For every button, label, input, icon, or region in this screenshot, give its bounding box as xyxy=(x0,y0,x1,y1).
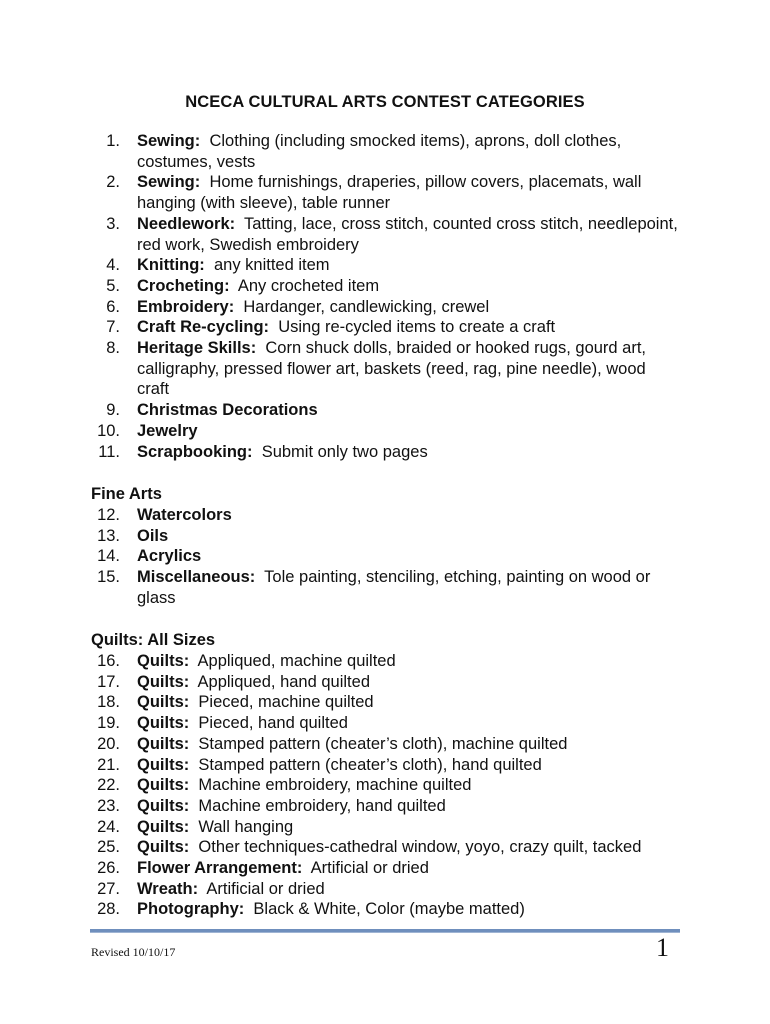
item-category: Acrylics xyxy=(137,547,202,566)
item-description: Appliqued, machine quilted xyxy=(197,652,396,670)
list-item xyxy=(0,879,770,900)
item-description: Wall hanging xyxy=(198,817,294,836)
item-category: Flower Arrangement: xyxy=(137,859,303,878)
item-category: Miscellaneous: xyxy=(137,568,256,587)
item-number: 2. xyxy=(106,173,120,192)
item-number: 12. xyxy=(97,506,120,524)
item-category: Crocheting: xyxy=(137,276,230,295)
item-text xyxy=(137,837,682,858)
item-description: Any crocheted item xyxy=(237,276,380,295)
list-item xyxy=(0,317,770,338)
item-number: 7. xyxy=(106,318,120,337)
item-text xyxy=(137,567,682,608)
item-number: 13. xyxy=(97,526,120,545)
item-number: 22. xyxy=(97,776,120,795)
item-text xyxy=(137,713,682,734)
list-item xyxy=(0,297,770,318)
list-item xyxy=(0,672,770,693)
item-description: Artificial or dried xyxy=(310,859,429,878)
item-description: Stamped pattern (cheater’s cloth), hand quilted xyxy=(198,755,542,774)
item-number: 10. xyxy=(97,421,120,440)
item-text xyxy=(137,400,682,421)
list-item xyxy=(0,755,770,776)
item-category: Needlework: xyxy=(137,214,236,233)
list-item xyxy=(0,899,770,920)
list-item xyxy=(0,817,770,838)
item-category: Sewing: xyxy=(137,132,201,150)
item-description: Home furnishings, draperies, pillow covers, placemats, wall hanging (with sleeve), table runner xyxy=(137,173,642,213)
item-number: 6. xyxy=(106,297,120,316)
page-title: NCECA CULTURAL ARTS CONTEST CATEGORIES xyxy=(185,93,585,111)
item-number: 11. xyxy=(98,442,120,461)
list-item xyxy=(0,255,770,276)
item-category: Watercolors xyxy=(137,506,232,524)
item-number: 15. xyxy=(97,568,120,587)
item-description: Appliqued, hand quilted xyxy=(197,672,370,691)
item-category: Photography: xyxy=(137,900,245,919)
category-list xyxy=(0,505,770,609)
item-number: 25. xyxy=(97,838,120,857)
section-heading-quilts: Quilts: All Sizes xyxy=(91,631,216,649)
footer-divider xyxy=(90,929,680,933)
item-category: Quilts: xyxy=(137,652,190,670)
item-number: 24. xyxy=(97,817,120,836)
list-item xyxy=(0,526,770,547)
item-number: 16. xyxy=(97,652,120,670)
item-text xyxy=(137,755,682,776)
item-text xyxy=(137,734,682,755)
item-category: Quilts: xyxy=(137,672,190,691)
item-category: Quilts: xyxy=(137,817,190,836)
list-item xyxy=(0,775,770,796)
item-category: Sewing: xyxy=(137,173,201,192)
item-description: Tatting, lace, cross stitch, counted cross stitch, needlepoint, red work, Swedish embroidery xyxy=(137,214,678,254)
item-number: 14. xyxy=(97,547,120,566)
item-text xyxy=(137,317,682,338)
item-number: 17. xyxy=(97,672,120,691)
item-text xyxy=(137,651,682,672)
item-text xyxy=(137,276,682,297)
item-text xyxy=(137,131,682,172)
list-item xyxy=(0,172,770,213)
item-description: Clothing (including smocked items), aprons, doll clothes, costumes, vests xyxy=(137,132,622,171)
item-description: any knitted item xyxy=(213,256,330,275)
item-category: Embroidery: xyxy=(137,297,235,316)
item-description: Using re-cycled items to create a craft xyxy=(278,318,556,337)
section-general xyxy=(0,131,770,462)
item-description: Submit only two pages xyxy=(261,442,428,461)
list-item xyxy=(0,400,770,421)
category-list xyxy=(0,131,770,462)
item-description: Pieced, hand quilted xyxy=(198,714,348,733)
item-text xyxy=(137,546,682,567)
list-item xyxy=(0,858,770,879)
item-category: Quilts: xyxy=(137,693,190,712)
item-number: 8. xyxy=(106,339,120,358)
item-description: Pieced, machine quilted xyxy=(198,693,374,712)
revision-date: Revised 10/10/17 xyxy=(91,945,176,959)
list-item xyxy=(0,442,770,463)
item-text xyxy=(137,505,682,526)
item-text xyxy=(137,879,682,900)
item-description: Other techniques-cathedral window, yoyo, crazy quilt, tacked xyxy=(198,838,642,857)
item-category: Scrapbooking: xyxy=(137,442,253,461)
item-text xyxy=(137,255,682,276)
list-item xyxy=(0,421,770,442)
item-category: Quilts: xyxy=(137,714,190,733)
section-heading-fine-arts: Fine Arts xyxy=(91,485,162,503)
item-text xyxy=(137,692,682,713)
item-text xyxy=(137,526,682,547)
item-text xyxy=(137,297,682,318)
item-number: 5. xyxy=(106,276,120,295)
item-category: Christmas Decorations xyxy=(137,401,318,420)
item-number: 19. xyxy=(97,714,120,733)
list-item xyxy=(0,734,770,755)
item-description: Corn shuck dolls, braided or hooked rugs, gourd art, calligraphy, pressed flower art, baskets (reed, rag, pine needle), wood craft xyxy=(137,339,647,399)
list-item xyxy=(0,131,770,172)
item-number: 21. xyxy=(97,755,120,774)
list-item xyxy=(0,713,770,734)
item-category: Jewelry xyxy=(137,421,198,440)
item-description: Black & White, Color (maybe matted) xyxy=(253,900,525,919)
item-category: Quilts: xyxy=(137,796,190,815)
item-description: Tole painting, stenciling, etching, painting on wood or glass xyxy=(137,568,651,607)
item-number: 28. xyxy=(97,900,120,919)
item-number: 18. xyxy=(97,693,120,712)
item-text xyxy=(137,338,682,400)
list-item xyxy=(0,338,770,400)
item-number: 26. xyxy=(97,859,120,878)
item-description: Hardanger, candlewicking, crewel xyxy=(243,297,490,316)
item-category: Wreath: xyxy=(137,879,199,898)
page-number: 1 xyxy=(656,933,669,962)
item-description: Stamped pattern (cheater’s cloth), machine quilted xyxy=(198,734,568,753)
item-category: Quilts: xyxy=(137,755,190,774)
item-category: Quilts: xyxy=(137,734,190,753)
item-text xyxy=(137,421,682,442)
item-description: Artificial or dried xyxy=(206,879,325,898)
item-number: 23. xyxy=(97,796,120,815)
item-description: Machine embroidery, hand quilted xyxy=(198,796,446,815)
item-category: Quilts: xyxy=(137,776,190,795)
item-text xyxy=(137,172,682,213)
list-item xyxy=(0,505,770,526)
list-item xyxy=(0,796,770,817)
item-description: Machine embroidery, machine quilted xyxy=(198,776,472,795)
item-number: 27. xyxy=(97,879,120,898)
item-text xyxy=(137,858,682,879)
item-number: 3. xyxy=(106,214,120,233)
item-category: Quilts: xyxy=(137,838,190,857)
item-number: 9. xyxy=(106,401,120,420)
item-text xyxy=(137,672,682,693)
item-number: 20. xyxy=(97,734,120,753)
list-item xyxy=(0,546,770,567)
item-text xyxy=(137,796,682,817)
item-category: Craft Re-cycling: xyxy=(137,318,270,337)
list-item xyxy=(0,276,770,297)
item-text xyxy=(137,899,682,920)
item-number: 4. xyxy=(106,256,120,275)
item-text xyxy=(137,442,682,463)
list-item xyxy=(0,692,770,713)
item-text xyxy=(137,214,682,255)
item-category: Knitting: xyxy=(137,256,205,275)
item-category: Heritage Skills: xyxy=(137,339,257,358)
list-item xyxy=(0,567,770,608)
category-list xyxy=(0,651,770,920)
item-text xyxy=(137,775,682,796)
item-text xyxy=(137,817,682,838)
item-number: 1. xyxy=(106,132,120,150)
list-item xyxy=(0,214,770,255)
item-category: Oils xyxy=(137,526,169,545)
list-item xyxy=(0,651,770,672)
list-item xyxy=(0,837,770,858)
